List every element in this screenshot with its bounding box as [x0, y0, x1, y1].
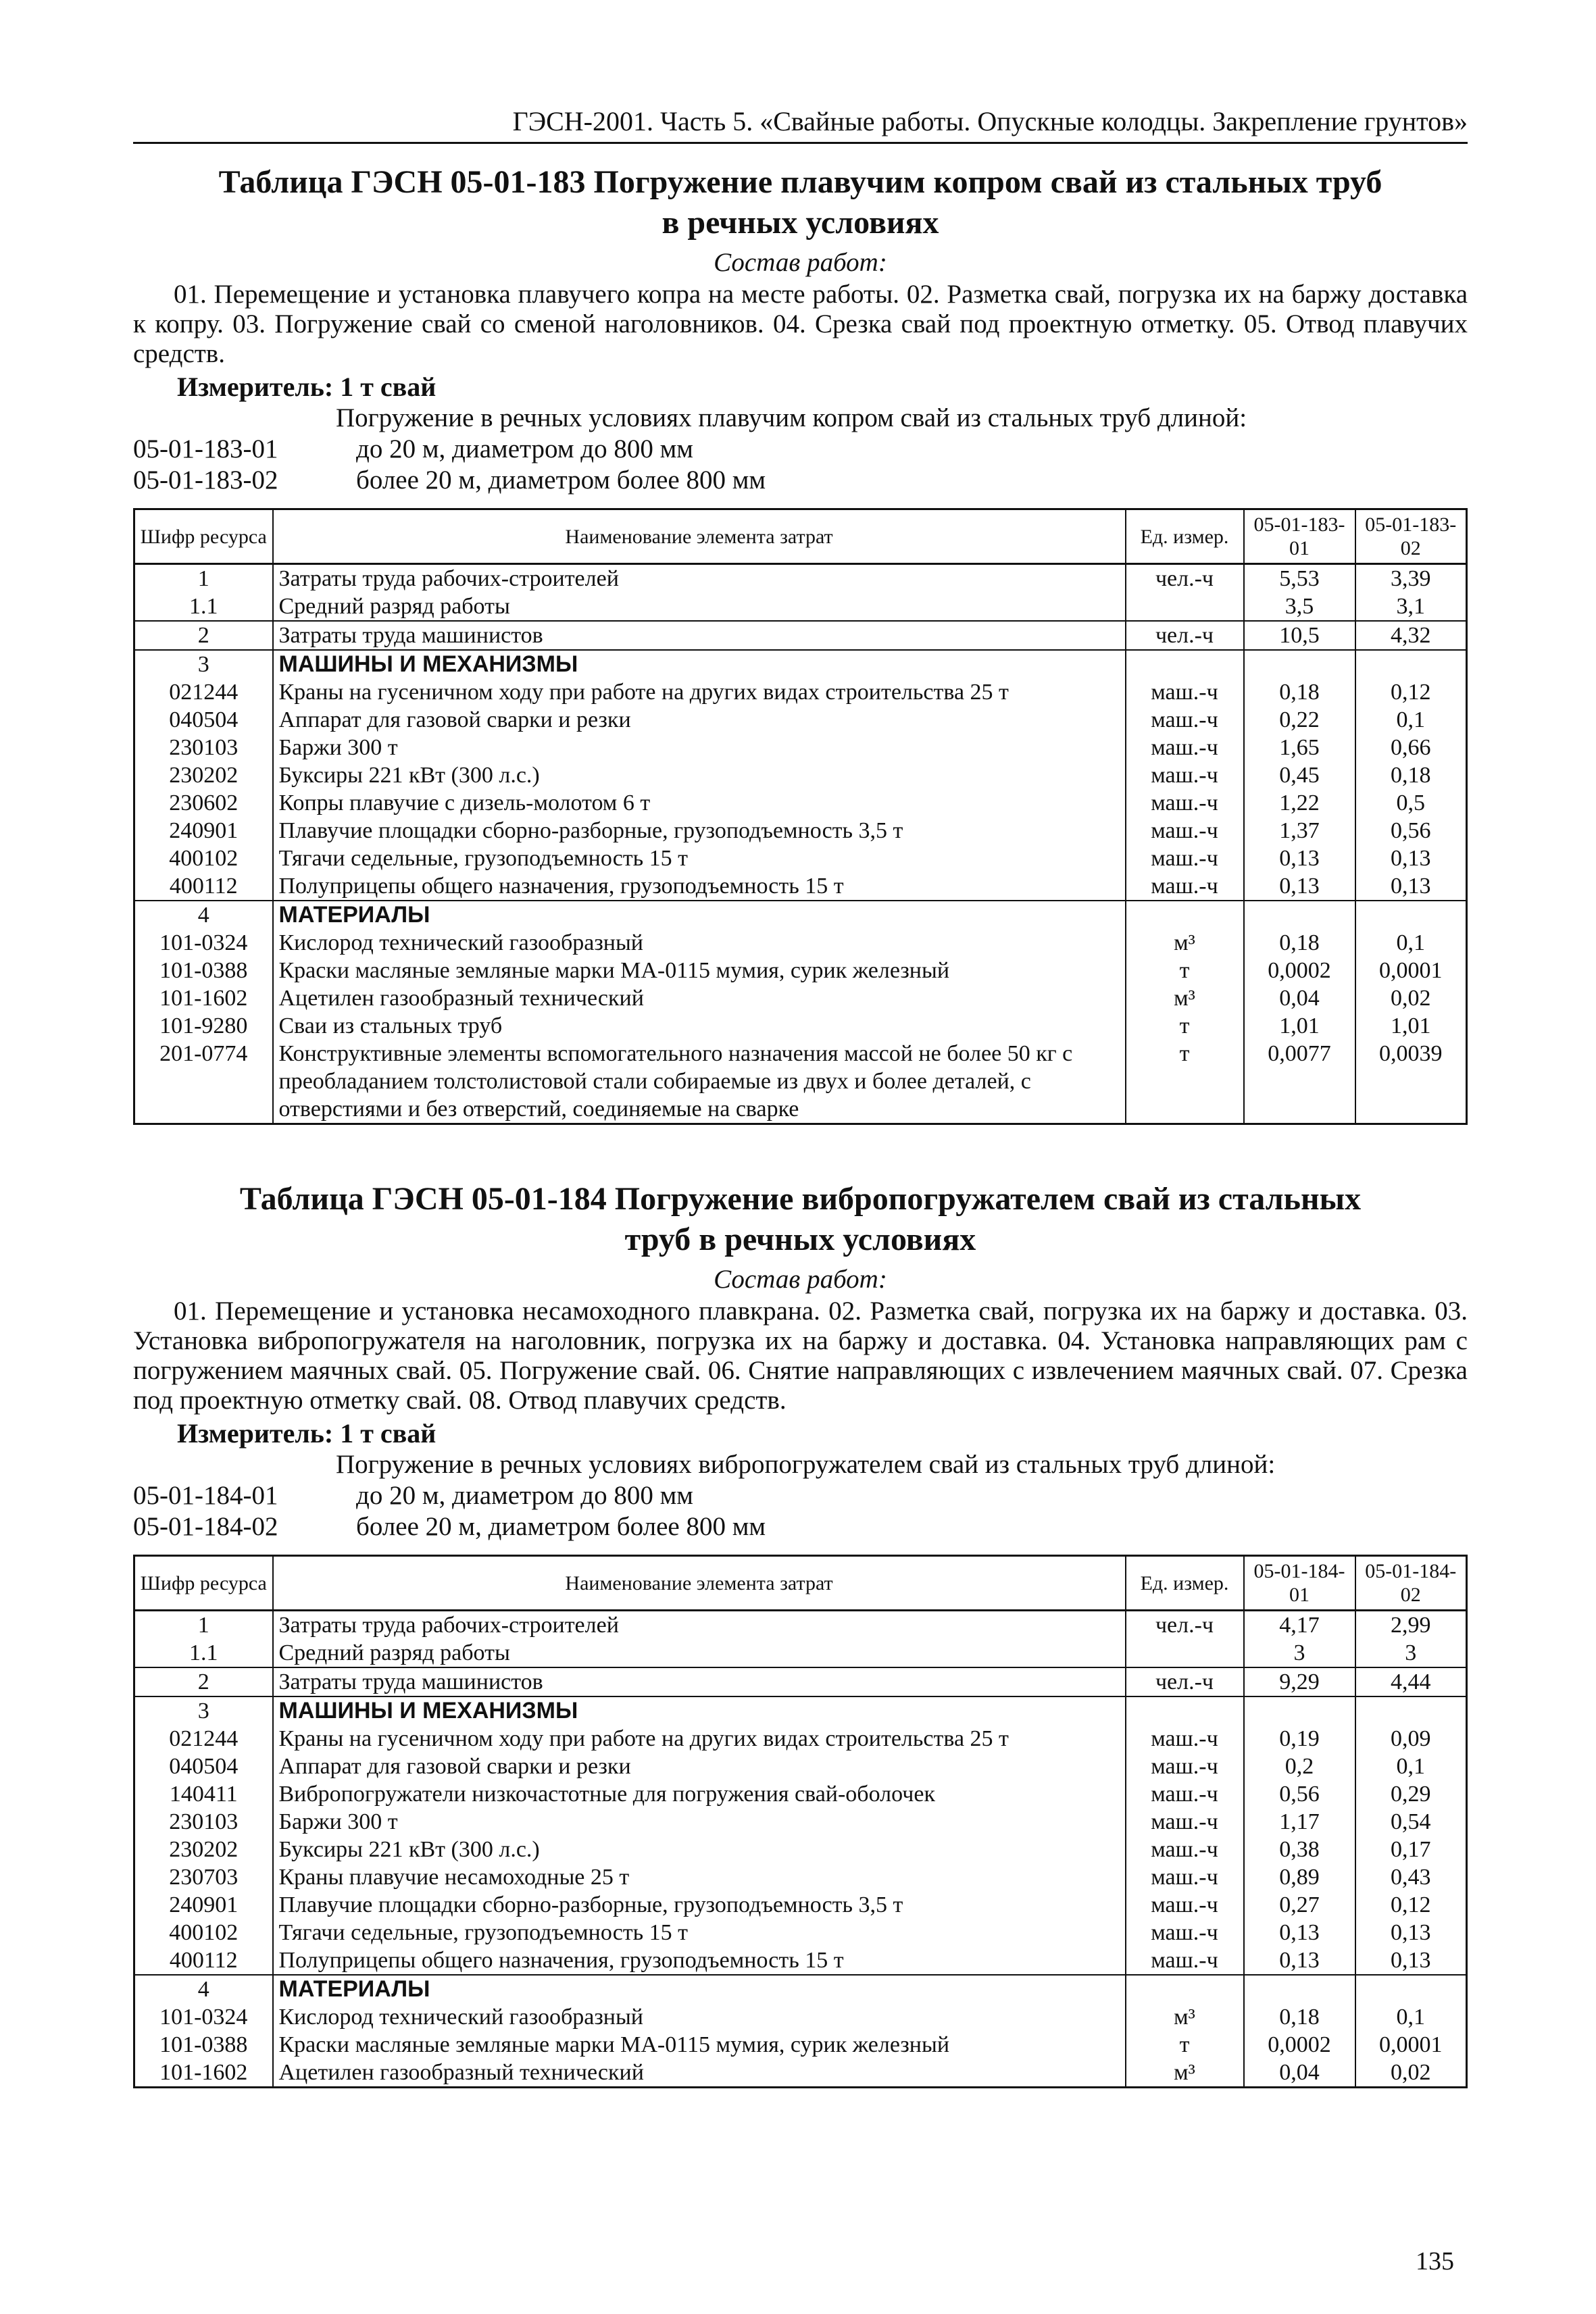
table-row [134, 984, 1467, 1012]
unit-cell [1126, 1975, 1244, 2003]
table-row [134, 789, 1467, 817]
composition-text: 01. Перемещение и установка плавучего копра на месте работы. 02. Разметка свай, погрузка их на баржу доставка к копру. 03. Погружение свай со сменой наголовников. 04. Срезка свай под проектную отметку. 05. Отвод плавучих средств. [133, 280, 1468, 368]
unit-cell: маш.-ч [1126, 1808, 1244, 1836]
resource-name-cell: Кислород технический газообразный [273, 929, 1126, 957]
unit-cell: чел.-ч [1126, 564, 1244, 593]
column-header-variant-1: 05-01-184-01 [1244, 1556, 1355, 1611]
resource-name-cell: Конструктивные элементы вспомогательного назначения массой не более 50 кг с преобладанием толстолистовой стали собираемые из двух и более деталей, с отверстиями и без отверстий, соединяемые на сварке [273, 1040, 1126, 1124]
unit-cell [1126, 650, 1244, 678]
value-cell-variant-1: 0,38 [1244, 1836, 1355, 1863]
value-cell-variant-1: 1,65 [1244, 734, 1355, 761]
resource-name-cell: Краны на гусеничном ходу при работе на других видах строительства 25 т [273, 678, 1126, 706]
measure-label: Измеритель: [177, 1418, 334, 1449]
resource-name-cell: Затраты труда рабочих-строителей [273, 1611, 1126, 1640]
value-cell-variant-2: 0,13 [1355, 1919, 1467, 1946]
variant-row [133, 465, 1468, 496]
value-cell-variant-1: 5,53 [1244, 564, 1355, 593]
value-cell-variant-2: 2,99 [1355, 1611, 1467, 1640]
value-cell-variant-2 [1355, 650, 1467, 678]
value-cell-variant-1: 3 [1244, 1639, 1355, 1667]
resource-name-cell: Копры плавучие с дизель-молотом 6 т [273, 789, 1126, 817]
column-header-unit: Ед. измер. [1126, 509, 1244, 564]
composition-label: Состав работ: [714, 248, 887, 277]
value-cell-variant-1: 0,56 [1244, 1780, 1355, 1808]
resource-code-cell: 040504 [134, 706, 273, 734]
value-cell-variant-1: 0,0002 [1244, 957, 1355, 984]
table-row [134, 1012, 1467, 1040]
table-row [134, 2059, 1467, 2088]
resource-code-cell: 230103 [134, 734, 273, 761]
column-header-variant-1: 05-01-183-01 [1244, 509, 1355, 564]
table-row [134, 957, 1467, 984]
table-row [134, 817, 1467, 845]
section-row [134, 650, 1467, 678]
page-number: 135 [1416, 2247, 1454, 2275]
column-header-unit: Ед. измер. [1126, 1556, 1244, 1611]
value-cell-variant-2: 0,0001 [1355, 957, 1467, 984]
unit-cell: т [1126, 1012, 1244, 1040]
value-cell-variant-2: 0,02 [1355, 984, 1467, 1012]
table-row [134, 1725, 1467, 1753]
value-cell-variant-2: 0,13 [1355, 1946, 1467, 1975]
value-cell-variant-2: 0,29 [1355, 1780, 1467, 1808]
value-cell-variant-1: 0,0002 [1244, 2031, 1355, 2059]
resource-code-cell: 1.1 [134, 593, 273, 621]
table-row [134, 1919, 1467, 1946]
table-row [134, 1611, 1467, 1640]
value-cell-variant-1: 0,45 [1244, 761, 1355, 789]
variant-code: 05-01-184-01 [133, 1481, 278, 1510]
resource-code-cell: 040504 [134, 1753, 273, 1780]
variant-code: 05-01-183-02 [133, 466, 278, 495]
value-cell-variant-1: 0,2 [1244, 1753, 1355, 1780]
unit-cell: т [1126, 1040, 1244, 1124]
resource-name-cell: МАШИНЫ И МЕХАНИЗМЫ [273, 1696, 1126, 1725]
resource-code-cell: 1 [134, 1611, 273, 1640]
value-cell-variant-2: 3,1 [1355, 593, 1467, 621]
resource-name-cell: Краны плавучие несамоходные 25 т [273, 1863, 1126, 1891]
resource-name-cell: Кислород технический газообразный [273, 2003, 1126, 2031]
resource-code-cell: 101-0388 [134, 957, 273, 984]
resource-code-cell: 1.1 [134, 1639, 273, 1667]
unit-cell: маш.-ч [1126, 706, 1244, 734]
resource-name-cell: Баржи 300 т [273, 734, 1126, 761]
resource-table [133, 1555, 1468, 2088]
unit-cell: маш.-ч [1126, 872, 1244, 901]
value-cell-variant-2: 0,09 [1355, 1725, 1467, 1753]
resource-name-cell: Краны на гусеничном ходу при работе на других видах строительства 25 т [273, 1725, 1126, 1753]
resource-name-cell: Вибропогружатели низкочастотные для погружения свай-оболочек [273, 1780, 1126, 1808]
unit-cell: маш.-ч [1126, 761, 1244, 789]
value-cell-variant-2: 3 [1355, 1639, 1467, 1667]
column-header-variant-2: 05-01-184-02 [1355, 1556, 1467, 1611]
variant-text: более 20 м, диаметром более 800 мм [356, 466, 766, 495]
unit-cell: маш.-ч [1126, 1891, 1244, 1919]
unit-cell [1126, 1696, 1244, 1725]
resource-code-cell: 101-0388 [134, 2031, 273, 2059]
value-cell-variant-2: 4,44 [1355, 1667, 1467, 1696]
value-cell-variant-2: 0,0001 [1355, 2031, 1467, 2059]
resource-code-cell: 3 [134, 650, 273, 678]
resource-name-cell: МАТЕРИАЛЫ [273, 1975, 1126, 2003]
unit-cell: чел.-ч [1126, 621, 1244, 650]
composition-label: Состав работ: [714, 1265, 887, 1294]
resource-code-cell: 400102 [134, 1919, 273, 1946]
value-cell-variant-2: 0,54 [1355, 1808, 1467, 1836]
resource-name-cell: Сваи из стальных труб [273, 1012, 1126, 1040]
resource-name-cell: Краски масляные земляные марки МА-0115 мумия, сурик железный [273, 957, 1126, 984]
table-row [134, 1891, 1467, 1919]
header-rule [133, 142, 1468, 144]
measure-label: Измеритель: [177, 372, 334, 402]
resource-code-cell: 240901 [134, 817, 273, 845]
resource-code-cell: 021244 [134, 1725, 273, 1753]
value-cell-variant-2 [1355, 1975, 1467, 2003]
resource-code-cell: 230602 [134, 789, 273, 817]
value-cell-variant-1: 0,13 [1244, 1919, 1355, 1946]
value-cell-variant-2: 0,56 [1355, 817, 1467, 845]
resource-name-cell: Аппарат для газовой сварки и резки [273, 1753, 1126, 1780]
table-row [134, 1780, 1467, 1808]
resource-code-cell: 2 [134, 621, 273, 650]
resource-name-cell: Затраты труда рабочих-строителей [273, 564, 1126, 593]
pile-heading: Погружение в речных условиях вибропогружателем свай из стальных труб длиной: [336, 1450, 1276, 1479]
table-row [134, 2031, 1467, 2059]
value-cell-variant-2: 0,13 [1355, 872, 1467, 901]
value-cell-variant-2: 0,12 [1355, 1891, 1467, 1919]
resource-name-cell: Средний разряд работы [273, 1639, 1126, 1667]
resource-code-cell: 101-1602 [134, 984, 273, 1012]
table-header-row [134, 509, 1467, 564]
value-cell-variant-1: 1,01 [1244, 1012, 1355, 1040]
value-cell-variant-2 [1355, 901, 1467, 929]
resource-name-cell: Полуприцепы общего назначения, грузоподъемность 15 т [273, 872, 1126, 901]
unit-cell: т [1126, 957, 1244, 984]
unit-cell: м³ [1126, 2059, 1244, 2088]
value-cell-variant-1: 0,18 [1244, 2003, 1355, 2031]
unit-cell: чел.-ч [1126, 1611, 1244, 1640]
variant-code: 05-01-184-02 [133, 1512, 278, 1541]
unit-cell: маш.-ч [1126, 1780, 1244, 1808]
value-cell-variant-1: 4,17 [1244, 1611, 1355, 1640]
resource-code-cell: 101-0324 [134, 2003, 273, 2031]
resource-code-cell: 230103 [134, 1808, 273, 1836]
resource-name-cell: Средний разряд работы [273, 593, 1126, 621]
unit-cell: маш.-ч [1126, 1836, 1244, 1863]
resource-name-cell: Краски масляные земляные марки МА-0115 мумия, сурик железный [273, 2031, 1126, 2059]
resource-name-cell: Ацетилен газообразный технический [273, 984, 1126, 1012]
value-cell-variant-1: 0,89 [1244, 1863, 1355, 1891]
value-cell-variant-1 [1244, 1975, 1355, 2003]
value-cell-variant-1: 3,5 [1244, 593, 1355, 621]
value-cell-variant-2: 4,32 [1355, 621, 1467, 650]
value-cell-variant-1: 10,5 [1244, 621, 1355, 650]
resource-table [133, 508, 1468, 1125]
value-cell-variant-2: 0,18 [1355, 761, 1467, 789]
column-header-variant-2: 05-01-183-02 [1355, 509, 1467, 564]
variant-text: более 20 м, диаметром более 800 мм [356, 1512, 766, 1541]
value-cell-variant-1: 0,04 [1244, 984, 1355, 1012]
table-row [134, 1836, 1467, 1863]
value-cell-variant-1: 0,22 [1244, 706, 1355, 734]
value-cell-variant-1: 0,27 [1244, 1891, 1355, 1919]
measure-value: 1 т свай [340, 372, 437, 402]
resource-code-cell: 400102 [134, 845, 273, 872]
resource-code-cell: 400112 [134, 872, 273, 901]
value-cell-variant-1: 0,0077 [1244, 1040, 1355, 1124]
pile-heading: Погружение в речных условиях плавучим копром свай из стальных труб длиной: [336, 403, 1247, 432]
value-cell-variant-1: 0,13 [1244, 1946, 1355, 1975]
value-cell-variant-1: 9,29 [1244, 1667, 1355, 1696]
resource-name-cell: Полуприцепы общего назначения, грузоподъемность 15 т [273, 1946, 1126, 1975]
resource-code-cell: 3 [134, 1696, 273, 1725]
running-header: ГЭСН-2001. Часть 5. «Свайные работы. Опускные колодцы. Закрепление грунтов» [512, 106, 1468, 136]
table-row [134, 761, 1467, 789]
table-row [134, 1667, 1467, 1696]
unit-cell: маш.-ч [1126, 1919, 1244, 1946]
unit-cell: маш.-ч [1126, 845, 1244, 872]
unit-cell: маш.-ч [1126, 817, 1244, 845]
value-cell-variant-1 [1244, 1696, 1355, 1725]
resource-code-cell: 2 [134, 1667, 273, 1696]
resource-name-cell: Тягачи седельные, грузоподъемность 15 т [273, 845, 1126, 872]
unit-cell: маш.-ч [1126, 1863, 1244, 1891]
unit-cell: м³ [1126, 984, 1244, 1012]
table-row [134, 845, 1467, 872]
value-cell-variant-1: 1,22 [1244, 789, 1355, 817]
value-cell-variant-2: 0,17 [1355, 1836, 1467, 1863]
table-row [134, 706, 1467, 734]
resource-code-cell: 4 [134, 1975, 273, 2003]
resource-code-cell: 101-9280 [134, 1012, 273, 1040]
resource-code-cell: 201-0774 [134, 1040, 273, 1124]
resource-name-cell: Тягачи седельные, грузоподъемность 15 т [273, 1919, 1126, 1946]
unit-cell: маш.-ч [1126, 1753, 1244, 1780]
table-row [134, 1639, 1467, 1667]
resource-name-cell: Плавучие площадки сборно-разборные, грузоподъемность 3,5 т [273, 817, 1126, 845]
value-cell-variant-1: 0,18 [1244, 678, 1355, 706]
resource-name-cell: Баржи 300 т [273, 1808, 1126, 1836]
table-row [134, 621, 1467, 650]
unit-cell [1126, 1639, 1244, 1667]
table-row [134, 872, 1467, 901]
unit-cell: маш.-ч [1126, 789, 1244, 817]
resource-name-cell: Ацетилен газообразный технический [273, 2059, 1126, 2088]
column-header-name: Наименование элемента затрат [273, 1556, 1126, 1611]
table-title: Таблица ГЭСН 05-01-183 Погружение плавучим копром свай из стальных труб в речных условиях [218, 164, 1382, 241]
value-cell-variant-2: 3,39 [1355, 564, 1467, 593]
table-row [134, 1753, 1467, 1780]
resource-name-cell: Затраты труда машинистов [273, 621, 1126, 650]
resource-code-cell: 230202 [134, 761, 273, 789]
resource-code-cell: 4 [134, 901, 273, 929]
unit-cell: маш.-ч [1126, 734, 1244, 761]
variant-row [133, 434, 1468, 465]
resource-code-cell: 230202 [134, 1836, 273, 1863]
value-cell-variant-1: 1,17 [1244, 1808, 1355, 1836]
table-title: Таблица ГЭСН 05-01-184 Погружение вибропогружателем свай из стальных труб в речных условиях [239, 1181, 1362, 1257]
value-cell-variant-1 [1244, 901, 1355, 929]
table-row [134, 1946, 1467, 1975]
column-header-code: Шифр ресурса [134, 1556, 273, 1611]
section-row [134, 901, 1467, 929]
composition-text: 01. Перемещение и установка несамоходного плавкрана. 02. Разметка свай, погрузка их на баржу и доставка. 03. Установка вибропогружателя на наголовник, погрузка их на баржу и доставка. 04. Установка направляющих рам с погружением маячных свай. 05. Погружение свай. 06. Снятие направляющих с извлечением маячных свай. 07. Срезка под проектную отметку свай. 08. Отвод плавучих средств. [133, 1297, 1468, 1415]
resource-name-cell: МАШИНЫ И МЕХАНИЗМЫ [273, 650, 1126, 678]
section-row [134, 1696, 1467, 1725]
table-row [134, 734, 1467, 761]
resource-code-cell: 230703 [134, 1863, 273, 1891]
table-row [134, 1863, 1467, 1891]
table-row [134, 1040, 1467, 1124]
table-row [134, 929, 1467, 957]
unit-cell: м³ [1126, 2003, 1244, 2031]
table-row [134, 593, 1467, 621]
table-row [134, 1808, 1467, 1836]
resource-code-cell: 1 [134, 564, 273, 593]
value-cell-variant-1: 0,13 [1244, 845, 1355, 872]
value-cell-variant-2: 0,12 [1355, 678, 1467, 706]
variant-text: до 20 м, диаметром до 800 мм [356, 434, 693, 463]
variant-text: до 20 м, диаметром до 800 мм [356, 1481, 693, 1510]
unit-cell: маш.-ч [1126, 1946, 1244, 1975]
measure-line [177, 372, 1468, 403]
measure-value: 1 т свай [340, 1418, 437, 1449]
value-cell-variant-1: 0,19 [1244, 1725, 1355, 1753]
unit-cell: маш.-ч [1126, 678, 1244, 706]
value-cell-variant-1 [1244, 650, 1355, 678]
unit-cell: чел.-ч [1126, 1667, 1244, 1696]
unit-cell: т [1126, 2031, 1244, 2059]
resource-code-cell: 240901 [134, 1891, 273, 1919]
resource-name-cell: МАТЕРИАЛЫ [273, 901, 1126, 929]
value-cell-variant-1: 0,13 [1244, 872, 1355, 901]
table-row [134, 2003, 1467, 2031]
unit-cell: маш.-ч [1126, 1725, 1244, 1753]
table-section-05-01-183 [133, 162, 1468, 1125]
value-cell-variant-2: 0,02 [1355, 2059, 1467, 2088]
value-cell-variant-2: 0,0039 [1355, 1040, 1467, 1124]
value-cell-variant-1: 1,37 [1244, 817, 1355, 845]
column-header-code: Шифр ресурса [134, 509, 273, 564]
section-row [134, 1975, 1467, 2003]
unit-cell [1126, 901, 1244, 929]
table-header-row [134, 1556, 1467, 1611]
variant-row [133, 1480, 1468, 1511]
value-cell-variant-2: 0,66 [1355, 734, 1467, 761]
value-cell-variant-2: 0,1 [1355, 706, 1467, 734]
table-section-05-01-184 [133, 1179, 1468, 2088]
resource-name-cell: Буксиры 221 кВт (300 л.с.) [273, 761, 1126, 789]
value-cell-variant-2 [1355, 1696, 1467, 1725]
variant-code: 05-01-183-01 [133, 434, 278, 463]
value-cell-variant-2: 0,13 [1355, 845, 1467, 872]
table-row [134, 678, 1467, 706]
column-header-name: Наименование элемента затрат [273, 509, 1126, 564]
resource-code-cell: 101-0324 [134, 929, 273, 957]
value-cell-variant-2: 0,1 [1355, 929, 1467, 957]
value-cell-variant-2: 1,01 [1355, 1012, 1467, 1040]
unit-cell [1126, 593, 1244, 621]
resource-name-cell: Затраты труда машинистов [273, 1667, 1126, 1696]
table-row [134, 564, 1467, 593]
variant-row [133, 1511, 1468, 1542]
value-cell-variant-2: 0,43 [1355, 1863, 1467, 1891]
resource-code-cell: 140411 [134, 1780, 273, 1808]
value-cell-variant-2: 0,1 [1355, 1753, 1467, 1780]
value-cell-variant-2: 0,1 [1355, 2003, 1467, 2031]
resource-name-cell: Плавучие площадки сборно-разборные, грузоподъемность 3,5 т [273, 1891, 1126, 1919]
resource-code-cell: 021244 [134, 678, 273, 706]
resource-name-cell: Буксиры 221 кВт (300 л.с.) [273, 1836, 1126, 1863]
value-cell-variant-2: 0,5 [1355, 789, 1467, 817]
resource-code-cell: 101-1602 [134, 2059, 273, 2088]
unit-cell: м³ [1126, 929, 1244, 957]
resource-name-cell: Аппарат для газовой сварки и резки [273, 706, 1126, 734]
value-cell-variant-1: 0,18 [1244, 929, 1355, 957]
value-cell-variant-1: 0,04 [1244, 2059, 1355, 2088]
resource-code-cell: 400112 [134, 1946, 273, 1975]
measure-line [177, 1418, 1468, 1449]
